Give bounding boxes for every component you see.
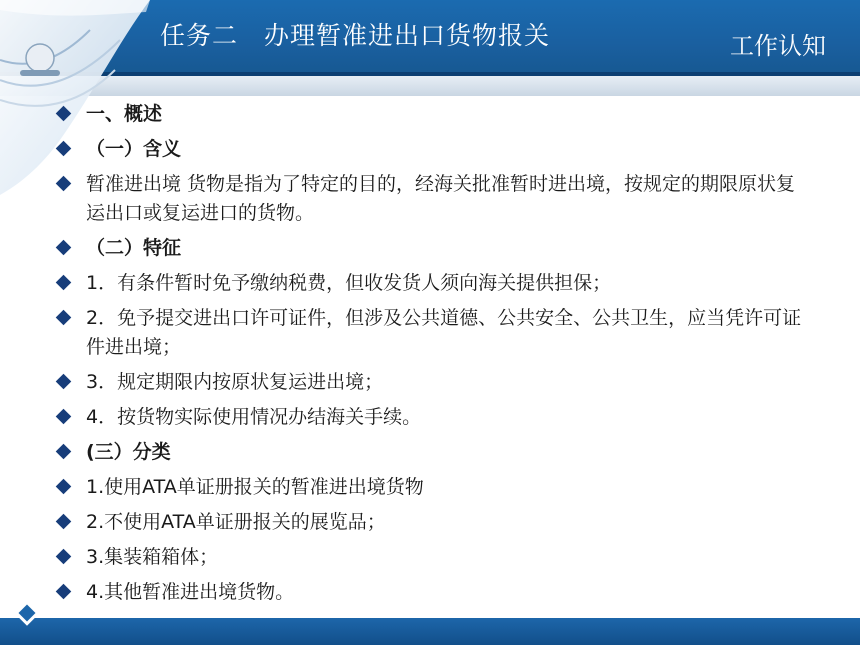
list-item-text: 4.其他暂准进出境货物。	[86, 581, 295, 603]
list-item	[54, 100, 814, 129]
diamond-bullet-icon	[56, 479, 72, 495]
diamond-bullet-icon	[56, 106, 72, 122]
diamond-bullet-icon	[56, 444, 72, 460]
list-item	[54, 578, 814, 607]
list-item-text: （一）含义	[86, 138, 182, 160]
bullet-list	[54, 100, 814, 613]
diamond-bullet-icon	[56, 549, 72, 565]
list-item	[54, 438, 814, 467]
list-item-text: 3.集装箱箱体；	[86, 546, 219, 568]
list-item	[54, 403, 814, 432]
list-item-text: 1．有条件暂时免予缴纳税费，但收发货人须向海关提供担保；	[86, 272, 612, 294]
diamond-bullet-icon	[56, 584, 72, 600]
list-item	[54, 508, 814, 537]
section-tag: 工作认知	[730, 32, 826, 60]
list-item	[54, 473, 814, 502]
list-item-text: 暂准进出境 货物是指为了特定的目的，经海关批准暂时进出境，按规定的期限原状复运出口或复运进口的货物。	[86, 173, 796, 224]
list-item-text: (三）分类	[86, 441, 171, 463]
page-title: 任务二 办理暂准进出口货物报关	[160, 21, 551, 50]
list-item	[54, 269, 814, 298]
list-item	[54, 543, 814, 572]
list-item	[54, 304, 814, 362]
diamond-bullet-icon	[56, 275, 72, 291]
diamond-bullet-icon	[56, 310, 72, 326]
diamond-bullet-icon	[56, 374, 72, 390]
diamond-bullet-icon	[56, 514, 72, 530]
diamond-bullet-icon	[56, 409, 72, 425]
list-item-text: 2．免予提交进出口许可证件，但涉及公共道德、公共安全、公共卫生，应当凭许可证件进出境；	[86, 307, 802, 358]
list-item	[54, 170, 814, 228]
list-item-text: 3．规定期限内按原状复运进出境；	[86, 371, 384, 393]
list-item	[54, 368, 814, 397]
list-item-text: 4．按货物实际使用情况办结海关手续。	[86, 406, 422, 428]
diamond-bullet-icon	[56, 176, 72, 192]
diamond-bullet-icon	[56, 240, 72, 256]
list-item-text: 2.不使用ATA单证册报关的展览品；	[86, 511, 386, 533]
list-item	[54, 135, 814, 164]
list-item-text: 一、概述	[86, 103, 163, 125]
list-item	[54, 234, 814, 263]
list-item-text: （二）特征	[86, 237, 182, 259]
list-item-text: 1.使用ATA单证册报关的暂准进出境货物	[86, 476, 424, 498]
footer-band	[0, 618, 860, 645]
diamond-bullet-icon	[56, 141, 72, 157]
diamond-logo-icon	[12, 598, 42, 628]
